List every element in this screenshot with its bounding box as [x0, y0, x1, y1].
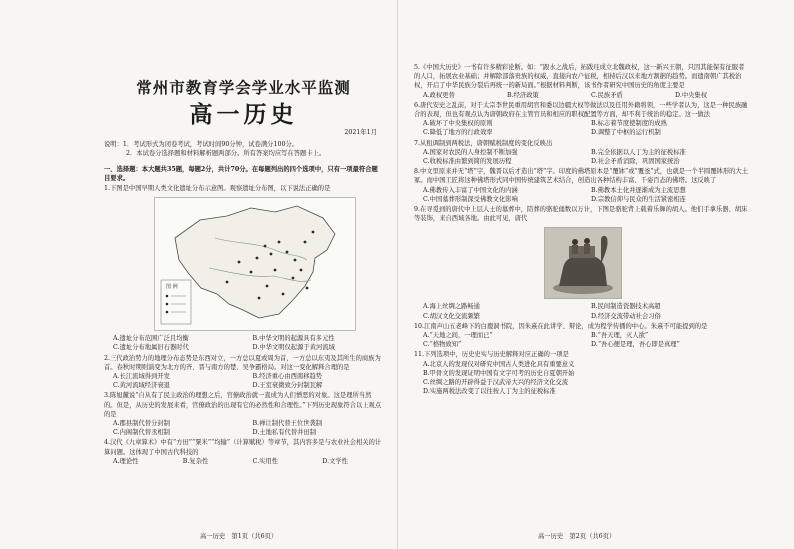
option-d: D.经济交流带动社会习俗 [591, 312, 661, 320]
question-options [104, 457, 383, 466]
question-stem: 4.汉代《九章算术》中有“方田”“粟米”“均输”（计算赋税）等章节，其内容多是与农业社会相关的计算问题。这体现了中国古代科技的 [104, 439, 382, 456]
option-b: B.佛教本土化并逐渐成为主流思想 [591, 186, 686, 194]
option-a: A.佛教传入丰富了中国文化的内涵 [423, 186, 518, 194]
option-c: C.收税标准由繁到简的发展历程 [423, 158, 512, 166]
option-c: C.胡汉文化交流频繁 [423, 312, 480, 320]
question-options [414, 186, 750, 204]
question-stem: 9.在寻觅到的唐代中上层人士的墓葬中，陪葬的骆驼俑数以万计，下图是骆驼背上载着乐舞的胡人。他们手拿乐器、胡床等装饰，来自西域各地。由此可见，唐代 [414, 206, 748, 223]
question-7 [414, 139, 750, 167]
question-options [104, 372, 383, 390]
option-c: C.民族矛盾 [591, 91, 623, 99]
option-d: D.中央集权 [675, 91, 708, 99]
question-8 [414, 167, 750, 204]
question-stem: 11.下列选项中，历史史实与历史解释对应正确的一项是 [414, 351, 569, 359]
china-map-icon [155, 198, 355, 330]
question-stem: 3.陈旭麓说“自从有了民主政治的理想之后，官僚政治就一直成为人们憎恶的对象。这是理所当然的。但是，从历史的发展来看，官僚政治的出现有它的必然性和合理性。”下列历史现象符合以上观点的是 [104, 392, 382, 418]
question-1 [104, 184, 383, 353]
option-c: C.“格物致知” [423, 341, 462, 349]
option-a: A.“天地之间，一理而已” [423, 332, 493, 340]
option-d: D.王室衰微致分封制瓦解 [252, 382, 323, 390]
question-9 [414, 205, 750, 321]
option-b: B.中华文明的起源具有多元性 [252, 335, 335, 343]
question-stem: 2.三代政治势力的地理分布态势是东西对立，一方总以夏或周为首，一方总以东夷及其所生的商族为首。春秋时期则演变为北方的齐、晋与南方的楚、吴争霸格局。对这一变化解释合理的是 [104, 354, 381, 371]
page-footer: 高一历史 第1页（共6页） [200, 533, 278, 540]
option-c: C.实用性 [252, 457, 278, 465]
exam-subject: 高一历史 [189, 101, 298, 128]
question-6 [414, 101, 750, 138]
option-c: C.降低了地方的行政效率 [423, 129, 493, 137]
question-2 [104, 354, 383, 391]
question-options [414, 91, 750, 100]
option-a: A.北京人的发现仅对研究中国古人类进化具有重要意义 [423, 360, 575, 368]
option-d: D.社会矛盾消除，巩固国家统治 [591, 158, 680, 166]
question-options [414, 360, 750, 397]
option-d: D.中华文明仅起源于黄河流域 [252, 344, 335, 352]
option-d: D.调整了中枢的运行机制 [591, 129, 661, 137]
option-a: A.遗址分布范围广泛且均衡 [113, 335, 189, 343]
option-d: D.土地私有代替井田制 [252, 429, 316, 437]
question-stem: 7.从租调制到两税法，唐朝赋税制度的变化反映出 [414, 139, 553, 147]
question-options [104, 419, 383, 437]
option-c: C.内阁制代替丞相制 [113, 429, 170, 437]
option-b: B.甲骨文的发现证明中国有文字可考的历史自夏朝开始 [423, 369, 575, 377]
question-stem: 6.唐代安史之乱前，对于太宗李世民重用胡官和委以边疆大权等做法以及任用外籍将领，一些学者认为，这是一种民族融合的表现，但也有观点认为唐朝政府在主管官员和相应的职权配置等方面，却不利于统治的稳定。这一做法 [414, 101, 748, 119]
option-c: C.黄河流域经济衰退 [113, 382, 170, 390]
question-options [414, 119, 750, 137]
question-stem: 5.《中国大历史》一书有许多精彩论断。如：“跟水之战后，拓跋珪成立北魏政权，这一新兴王朝，只因其能保有征服者的人口，拓展农业基础；并解除部落贵族的权威，直接向农户征税，相持后汉以来地方割据的趋势。而遗南朝广其税治权，开启了中华民族分裂后再统一的新局面。”根据材料判断，该书作者研究中国历史的角度主要是 [414, 64, 745, 90]
question-options [104, 334, 383, 352]
option-c: C.中国墓葬形制深受佛教文化影响 [423, 195, 518, 203]
question-options [414, 148, 750, 166]
exam-note [104, 140, 383, 158]
option-d: D.文学性 [322, 457, 348, 465]
option-c: C.遗址分布地属旧石器时代 [113, 344, 189, 352]
option-b: B.标志着节度使制度的成熟 [591, 120, 667, 128]
question-3 [104, 391, 383, 437]
option-b: B.复杂性 [182, 457, 209, 465]
page-footer: 高一历史 第2页（共6页） [538, 533, 616, 540]
option-d: D.“吾心便是理，吾心即是真理” [591, 341, 680, 349]
section-heading: 一、选择题：本大题共35题，每题2分，共计70分。在每题列出的四个选项中，只有一项最符合题目要求。 [104, 165, 378, 182]
option-b: B.“吾天理，灭人欲” [591, 332, 649, 340]
note-line-1: 说明：1．考试形式为闭卷考试，考试时间90分钟，试卷满分100分。 [104, 141, 299, 149]
camel-figurine-photo [544, 227, 622, 299]
option-a: A.海上丝绸之路畅通 [423, 303, 480, 311]
option-a: A.郡县制代替分封制 [113, 420, 170, 428]
exam-page-2 [397, 0, 794, 549]
question-options [414, 331, 750, 349]
note-line-2: 2．本试卷分选择题和材料解析题两部分。所有答案均应写在答题卡上。 [126, 150, 326, 158]
question-11 [414, 350, 750, 396]
option-b: B.禅让制代替王位世袭制 [252, 420, 323, 428]
camel-figurine-icon [545, 228, 621, 298]
option-a: A.政权更替 [423, 91, 455, 99]
question-4 [104, 438, 383, 466]
option-a: A.破坏了中央集权的原则 [423, 120, 493, 128]
option-d: D.实施两税法改变了以往按人丁为主的征税标准 [423, 388, 556, 396]
option-a: A.国家对农民的人身控制不断加强 [423, 148, 518, 156]
option-b: B.经济重心由西南移趋势 [252, 373, 323, 381]
option-a: A.长江流域得到开发 [113, 373, 170, 381]
question-stem: 10.江南声山五老峰下的白鹿洞书院，因朱熹在此讲学、辩论，成为程学传播的中心。朱熹不可能提到的是 [414, 322, 708, 330]
option-a: A.理论性 [113, 457, 139, 465]
question-options [414, 302, 750, 320]
option-c: C.丝绸之路的开辟得益于汉武帝大兴的经济文化交流 [423, 379, 569, 387]
option-b: B.完全依据以人丁为主的征税标准 [591, 148, 686, 156]
option-b: B.经济政策 [507, 91, 539, 99]
question-5 [414, 63, 750, 100]
exam-date: 2021年1月 [344, 129, 377, 136]
exam-title: 常州市教育学会学业水平监测 [136, 78, 351, 97]
option-d: D.宗教信仰与民众的生活紧密相连 [591, 195, 686, 203]
option-b: B.民间制造瓷器技术高超 [591, 303, 661, 311]
question-stem: 1.下图是中国早期人类文化遗址分布示意图。观察遗址分布图，以下说法正确的是 [104, 185, 331, 193]
map-legend-label: 图 例 [166, 284, 178, 291]
site-distribution-map [154, 197, 356, 331]
question-10 [414, 322, 750, 350]
question-stem: 8.中文里原来并无“塔”字，魏晋以后才造出“塔”字。印度的佛塔原本是“覆钵”或“覆釜”式，也就是一个半圆覆钵形的大土冢。而中国工匠将这种佛塔形式同中国传统建筑艺术结合，创造出各种结构丰富、千姿百态的佛塔。这反映了 [414, 168, 749, 185]
